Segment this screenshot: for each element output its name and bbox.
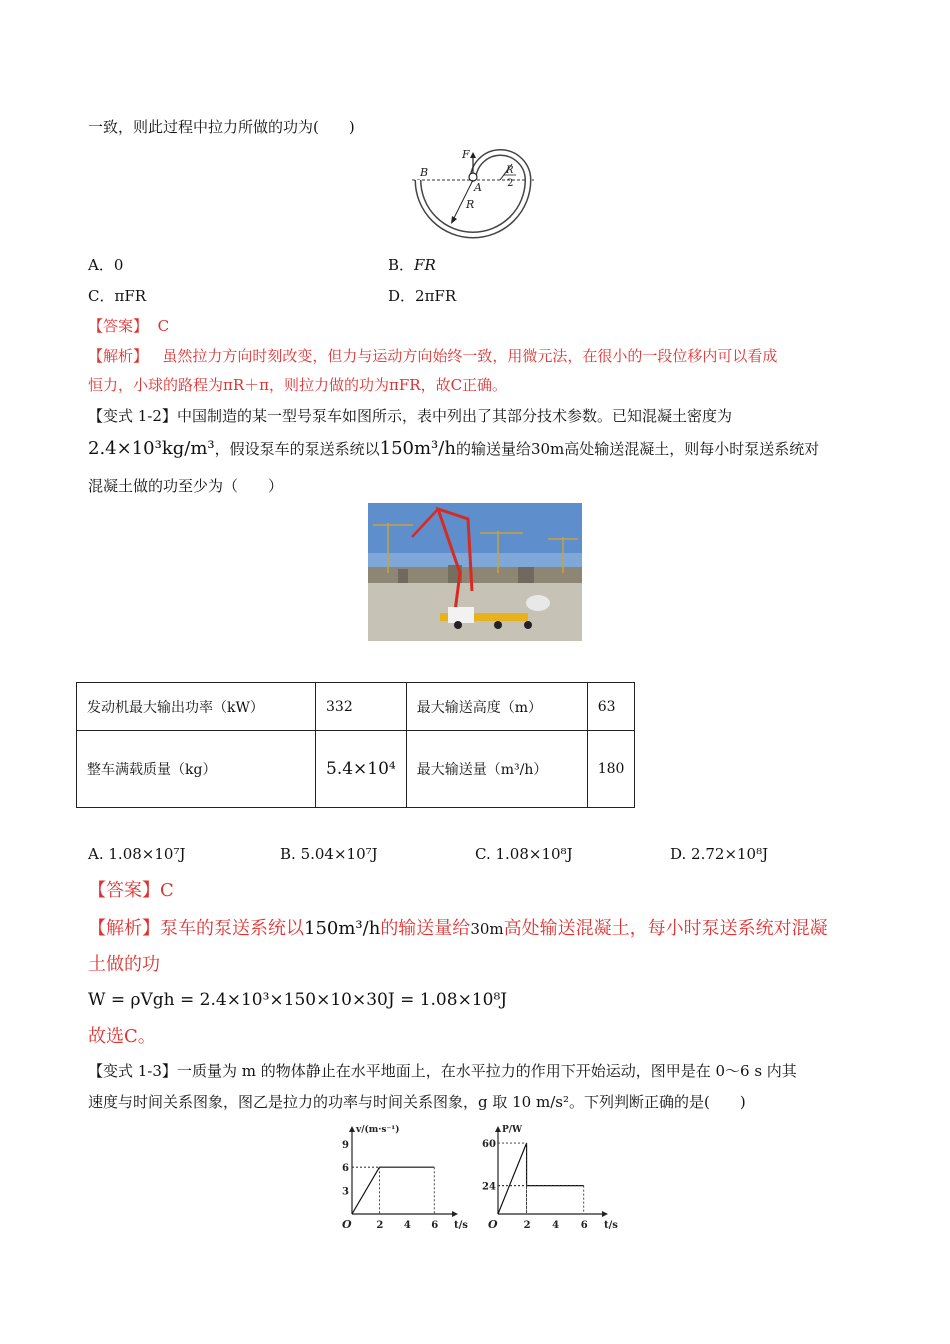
spec-cell: 最大输送高度（m） [406, 683, 587, 731]
q2-stem-line3: 混凝土做的功至少为（ ） [88, 477, 284, 495]
y-tick-label: 9 [342, 1139, 349, 1151]
q3-stem-line2: 速度与时间关系图象，图乙是拉力的功率与时间关系图象，g 取 10 m/s²。下列判断正确的是( ) [88, 1093, 746, 1111]
spec-row [77, 683, 635, 731]
y-axis-arrow [349, 1126, 355, 1132]
y-tick-label: 60 [482, 1139, 496, 1151]
y-tick-label: 3 [342, 1186, 349, 1198]
q2-formula: W = ρVgh = 2.4×10³×150×10×30J = 1.08×10⁸J [88, 990, 508, 1010]
semicircle-track-figure [408, 142, 538, 240]
q1-option-c: C．πFR [88, 287, 147, 305]
x-tick-label: 6 [431, 1220, 439, 1231]
q1-option-a: A．0 [88, 256, 124, 274]
q2-option-a: A. 1.08×10⁷J [88, 845, 186, 863]
q1-option-b: B．FR [388, 256, 436, 274]
x-axis-arrow [452, 1211, 458, 1217]
q2-answer: 【答案】C [88, 880, 174, 901]
spec-cell: 最大输送量（m³/h） [406, 731, 587, 808]
spec-cell: 63 [587, 683, 635, 731]
x-axis-label: t/s [604, 1220, 618, 1231]
spec-cell: 180 [587, 731, 635, 808]
figure-label-R: R [466, 198, 475, 211]
q2-analysis-line1: 【解析】泵车的泵送系统以150m³/h的输送量给30m高处输送混凝土，每小时泵送系统对混凝 [88, 918, 828, 939]
y-tick-label: 6 [342, 1163, 349, 1175]
series-line [352, 1167, 434, 1214]
x-tick-label: 2 [376, 1220, 384, 1231]
figure-label-F: F [462, 148, 470, 161]
x-tick-label: 2 [523, 1220, 531, 1231]
series-line [498, 1143, 584, 1214]
y-tick-label: 24 [482, 1181, 496, 1193]
spec-cell: 332 [316, 683, 407, 731]
power-time-chart [474, 1122, 618, 1231]
spec-row [77, 731, 635, 808]
spec-cell: 5.4×10⁴ [316, 731, 407, 808]
q3-stem-line1: 【变式 1-3】一质量为 m 的物体静止在水平地面上，在水平拉力的作用下开始运动，图甲是在 0～6 s 内其 [88, 1062, 797, 1080]
y-axis-arrow [495, 1126, 501, 1132]
figure-label-B: B [420, 166, 429, 179]
x-tick-label: 4 [403, 1220, 411, 1231]
q1-analysis-line2: 恒力，小球的路程为πR＋π，则拉力做的功为πFR，故C正确。 [88, 376, 508, 394]
q1-analysis-line1: 【解析】 虽然拉力方向时刻改变，但力与运动方向始终一致，用微元法，在很小的一段位移内可以看成 [88, 347, 778, 365]
figure-label-A: A [474, 181, 482, 194]
q2-option-d: D. 2.72×10⁸J [670, 845, 769, 863]
figure-label-R-half-den: 2 [507, 178, 514, 189]
q2-analysis-line2: 土做的功 [88, 954, 160, 975]
q2-conclusion: 故选C。 [88, 1026, 156, 1047]
q1-answer: 【答案】 C [88, 317, 170, 335]
spec-cell: 发动机最大输出功率（kW） [77, 683, 316, 731]
x-tick-label: 4 [552, 1220, 560, 1231]
q1-option-d: D．2πFR [388, 287, 457, 305]
q2-option-c: C. 1.08×10⁸J [475, 845, 573, 863]
origin-label: O [488, 1218, 498, 1231]
x-tick-label: 6 [580, 1220, 588, 1231]
velocity-time-chart [336, 1122, 466, 1230]
x-axis-arrow [602, 1211, 608, 1217]
q2-stem-line1: 【变式 1-2】中国制造的某一型号泵车如图所示，表中列出了其部分技术参数。已知混凝土密度为 [88, 407, 732, 425]
spec-cell: 整车满载质量（kg） [77, 731, 316, 808]
q2-option-b: B. 5.04×10⁷J [280, 845, 378, 863]
y-axis-label: P/W [502, 1125, 523, 1135]
y-axis-label: v/(m·s⁻¹) [356, 1125, 400, 1135]
pump-truck-photo [368, 503, 582, 641]
q1-stem: 一致，则此过程中拉力所做的功为( ) [88, 118, 355, 136]
spec-table [76, 682, 635, 808]
x-axis-label: t/s [454, 1220, 468, 1231]
q2-stem-line2: 2.4×10³kg/m³，假设泵车的泵送系统以150m³/h的输送量给30m高处输送混凝土，则每小时泵送系统对 [88, 438, 820, 459]
origin-label: O [342, 1218, 352, 1231]
figure-label-R-half-num: R [506, 165, 514, 176]
